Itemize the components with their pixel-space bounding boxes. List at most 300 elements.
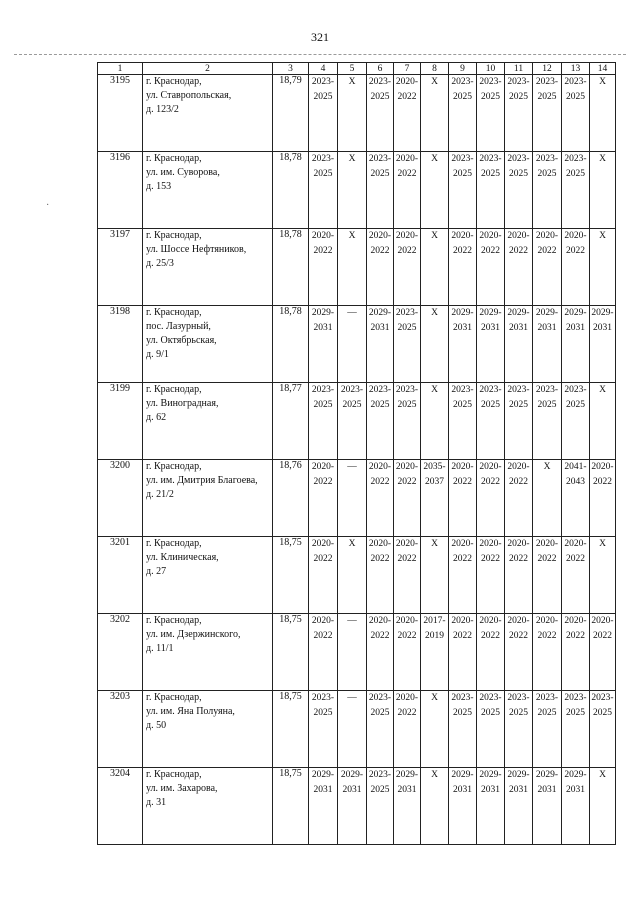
period-value: 2020-: [311, 462, 335, 472]
period-value: 2025: [370, 400, 390, 410]
period-value: 2022: [453, 631, 472, 641]
header-row: [98, 63, 616, 75]
address-line: г. Краснодар,: [146, 230, 202, 241]
period-cell: [449, 460, 477, 537]
period-cell: [533, 306, 562, 383]
period-value: 2022: [370, 477, 390, 487]
period-cell: [590, 768, 616, 845]
address-cell: [143, 537, 273, 614]
period-cell: [562, 614, 590, 691]
register-table: [97, 62, 616, 845]
period-cell: [562, 152, 590, 229]
period-cell: [367, 691, 394, 768]
period-cell: [533, 537, 562, 614]
period-value: X: [599, 154, 606, 164]
period-value: 2025: [537, 92, 557, 102]
period-cell: [562, 229, 590, 306]
period-value: X: [431, 77, 438, 87]
row-number-cell: 3202: [98, 614, 143, 691]
table-row: [98, 229, 616, 306]
period-value: 2020-: [395, 77, 419, 87]
page-number: 321: [311, 30, 329, 44]
period-value: X: [599, 77, 606, 87]
period-value: 2022: [397, 246, 417, 256]
period-value: 2031: [453, 785, 472, 795]
period-value: 2025: [397, 400, 417, 410]
top-rule: [14, 54, 626, 55]
period-value: 2025: [370, 708, 390, 718]
period-cell: [562, 768, 590, 845]
period-value: X: [431, 154, 438, 164]
period-cell: [505, 152, 533, 229]
period-cell: [533, 152, 562, 229]
period-value: 2023-: [451, 385, 474, 395]
table-row: [98, 537, 616, 614]
period-value: 2020-: [564, 616, 587, 626]
period-value: 2020-: [535, 616, 559, 626]
period-cell: [449, 75, 477, 152]
period-cell: [477, 460, 505, 537]
address-line: д. 11/1: [146, 643, 174, 654]
period-cell: [367, 614, 394, 691]
period-value: 2023-: [368, 77, 392, 87]
row-number-cell: 3200: [98, 460, 143, 537]
period-cell: [367, 383, 394, 460]
address-line: д. 123/2: [146, 104, 179, 115]
period-value: 2025: [481, 708, 500, 718]
period-cell: [562, 75, 590, 152]
address-line: пос. Лазурный,: [146, 321, 211, 332]
period-value: 2022: [509, 246, 528, 256]
period-value: 2020-: [395, 616, 419, 626]
period-cell: [590, 383, 616, 460]
period-value: 2029-: [507, 308, 530, 318]
period-cell: [562, 537, 590, 614]
period-value: X: [431, 770, 438, 780]
period-value: 2025: [481, 400, 500, 410]
period-value: 2029-: [479, 308, 502, 318]
period-value: 2022: [593, 631, 612, 641]
period-value: 2020-: [507, 616, 530, 626]
period-value: 2023-: [479, 154, 502, 164]
period-value: 2022: [397, 631, 417, 641]
period-value: 2023-: [451, 154, 474, 164]
period-value: 2025: [481, 92, 500, 102]
period-cell: [338, 537, 367, 614]
address-line: г. Краснодар,: [146, 307, 202, 318]
period-value: 2031: [342, 785, 362, 795]
period-value: 2022: [453, 246, 472, 256]
period-value: 2023-: [368, 693, 392, 703]
period-cell: [309, 537, 338, 614]
period-value: 2020-: [451, 231, 474, 241]
period-cell: [338, 152, 367, 229]
period-value: 2029-: [564, 308, 587, 318]
period-value: 2029-: [507, 770, 530, 780]
table-body: [98, 63, 616, 845]
header-cell: 5: [338, 63, 367, 75]
period-value: 2041-: [564, 462, 587, 472]
period-cell: [309, 383, 338, 460]
period-value: 2022: [313, 631, 333, 641]
period-value: 2031: [313, 323, 333, 333]
period-cell: [309, 614, 338, 691]
period-cell: [338, 614, 367, 691]
address-line: г. Краснодар,: [146, 153, 202, 164]
period-value: 2022: [313, 477, 333, 487]
period-value: 2022: [481, 554, 500, 564]
address-line: г. Краснодар,: [146, 461, 202, 472]
period-value: 2022: [397, 708, 417, 718]
period-value: 2023-: [507, 385, 530, 395]
period-value: 2025: [453, 169, 472, 179]
period-cell: [394, 691, 421, 768]
period-value: 2023-: [311, 77, 335, 87]
period-value: 2020-: [507, 539, 530, 549]
period-value: 2023-: [535, 693, 559, 703]
period-value: 2023-: [507, 77, 530, 87]
period-value: 2025: [370, 785, 390, 795]
period-value: 2020-: [564, 539, 587, 549]
period-cell: [421, 614, 449, 691]
period-cell: [533, 691, 562, 768]
period-cell: [309, 152, 338, 229]
period-value: 2023-: [368, 154, 392, 164]
period-value: 2022: [397, 92, 417, 102]
address-line: ул. Октябрьская,: [146, 335, 217, 346]
period-value: 2020-: [368, 231, 392, 241]
period-value: 2029-: [311, 308, 335, 318]
period-value: 2029-: [368, 308, 392, 318]
row-number-cell: 3197: [98, 229, 143, 306]
period-cell: [533, 768, 562, 845]
period-value: X: [431, 539, 438, 549]
table-row: [98, 306, 616, 383]
period-value: 2029-: [395, 770, 419, 780]
area-cell: 18,77: [273, 383, 309, 460]
header-cell: 1: [98, 63, 143, 75]
period-value: 2025: [453, 708, 472, 718]
period-cell: [338, 691, 367, 768]
period-value: 2025: [509, 169, 528, 179]
address-line: ул. им. Дзержинского,: [146, 629, 241, 640]
period-value: 2020-: [451, 539, 474, 549]
period-value: 2025: [509, 400, 528, 410]
period-value: 2020-: [395, 693, 419, 703]
period-value: —: [347, 616, 357, 626]
period-value: 2025: [313, 169, 333, 179]
table-row: [98, 383, 616, 460]
period-value: X: [599, 385, 606, 395]
period-cell: [590, 460, 616, 537]
period-value: 2022: [537, 246, 557, 256]
table-row: [98, 691, 616, 768]
period-value: 2022: [370, 631, 390, 641]
period-cell: [477, 691, 505, 768]
period-value: 2022: [537, 554, 557, 564]
area-cell: 18,78: [273, 152, 309, 229]
period-cell: [562, 691, 590, 768]
period-value: 2031: [481, 323, 500, 333]
period-cell: [505, 229, 533, 306]
period-cell: [394, 75, 421, 152]
period-cell: [590, 306, 616, 383]
period-cell: [562, 460, 590, 537]
period-value: 2031: [566, 785, 585, 795]
period-value: 2029-: [479, 770, 502, 780]
period-value: 2020-: [451, 462, 474, 472]
period-cell: [590, 75, 616, 152]
period-value: 2020-: [591, 462, 614, 472]
header-cell: 10: [477, 63, 505, 75]
period-cell: [394, 306, 421, 383]
period-cell: [477, 152, 505, 229]
period-value: 2029-: [564, 770, 587, 780]
period-cell: [421, 691, 449, 768]
period-value: 2025: [313, 400, 333, 410]
period-cell: [309, 229, 338, 306]
period-value: 2023-: [591, 693, 614, 703]
period-value: X: [599, 231, 606, 241]
header-cell: 7: [394, 63, 421, 75]
address-line: ул. Шоссе Нефтяников,: [146, 244, 247, 255]
period-value: 2043: [566, 477, 585, 487]
period-value: 2022: [481, 477, 500, 487]
address-cell: [143, 691, 273, 768]
period-value: 2023-: [479, 693, 502, 703]
period-cell: [449, 152, 477, 229]
period-value: 2025: [509, 92, 528, 102]
address-cell: [143, 229, 273, 306]
address-cell: [143, 768, 273, 845]
header-cell: 3: [273, 63, 309, 75]
period-cell: [367, 229, 394, 306]
period-value: 2023-: [368, 385, 392, 395]
period-value: 2022: [509, 631, 528, 641]
period-cell: [367, 75, 394, 152]
period-cell: [309, 460, 338, 537]
period-cell: [505, 537, 533, 614]
period-value: —: [347, 462, 357, 472]
row-number-cell: 3203: [98, 691, 143, 768]
table-row: [98, 768, 616, 845]
period-value: 2022: [481, 246, 500, 256]
row-number-cell: 3195: [98, 75, 143, 152]
address-line: ул. им. Суворова,: [146, 167, 220, 178]
period-value: 2031: [509, 323, 528, 333]
period-cell: [309, 768, 338, 845]
period-value: —: [347, 693, 357, 703]
period-cell: [449, 614, 477, 691]
period-value: 2022: [509, 554, 528, 564]
period-cell: [590, 152, 616, 229]
period-value: 2023-: [340, 385, 364, 395]
period-cell: [505, 383, 533, 460]
period-value: 2029-: [311, 770, 335, 780]
period-value: 2031: [313, 785, 333, 795]
period-cell: [590, 537, 616, 614]
period-value: 2025: [593, 708, 612, 718]
table-row: [98, 460, 616, 537]
period-cell: [533, 75, 562, 152]
header-cell: 12: [533, 63, 562, 75]
period-value: 2023-: [564, 77, 587, 87]
period-cell: [477, 614, 505, 691]
period-value: 2022: [593, 477, 612, 487]
period-cell: [590, 691, 616, 768]
period-cell: [394, 768, 421, 845]
period-value: 2020-: [535, 539, 559, 549]
address-line: г. Краснодар,: [146, 769, 202, 780]
period-cell: [421, 460, 449, 537]
period-value: 2023-: [479, 77, 502, 87]
period-cell: [533, 460, 562, 537]
period-value: 2025: [566, 708, 585, 718]
period-value: 2023-: [564, 154, 587, 164]
period-value: 2020-: [395, 154, 419, 164]
address-line: д. 9/1: [146, 349, 169, 360]
period-value: 2023-: [311, 154, 335, 164]
period-value: X: [348, 539, 356, 549]
address-line: ул. Ставропольская,: [146, 90, 232, 101]
period-value: 2029-: [591, 308, 614, 318]
period-cell: [505, 614, 533, 691]
period-cell: [338, 75, 367, 152]
period-value: 2023-: [451, 693, 474, 703]
period-cell: [477, 75, 505, 152]
period-cell: [421, 768, 449, 845]
period-cell: [590, 229, 616, 306]
period-cell: [421, 152, 449, 229]
period-cell: [309, 75, 338, 152]
period-value: X: [431, 308, 438, 318]
period-value: 2023-: [507, 693, 530, 703]
period-value: 2029-: [451, 770, 474, 780]
period-value: 2022: [566, 246, 585, 256]
period-value: 2031: [509, 785, 528, 795]
period-cell: [367, 768, 394, 845]
address-cell: [143, 614, 273, 691]
row-number-cell: 3204: [98, 768, 143, 845]
period-value: 2023-: [311, 385, 335, 395]
period-cell: [394, 614, 421, 691]
period-value: 2020-: [507, 462, 530, 472]
period-value: 2020-: [368, 462, 392, 472]
period-cell: [477, 229, 505, 306]
period-value: 2031: [537, 785, 557, 795]
period-value: 2020-: [311, 616, 335, 626]
period-value: 2023-: [395, 385, 419, 395]
period-value: 2020-: [591, 616, 614, 626]
period-value: 2020-: [479, 616, 502, 626]
address-line: г. Краснодар,: [146, 76, 202, 87]
period-value: 2020-: [479, 231, 502, 241]
period-cell: [421, 75, 449, 152]
address-line: ул. им. Яна Полуяна,: [146, 706, 235, 717]
period-value: 2031: [481, 785, 500, 795]
period-value: —: [347, 308, 357, 318]
period-value: 2022: [566, 554, 585, 564]
period-value: 2023-: [564, 693, 587, 703]
period-cell: [590, 614, 616, 691]
period-cell: [394, 460, 421, 537]
header-cell: 2: [143, 63, 273, 75]
period-value: 2023-: [395, 308, 419, 318]
row-number-cell: 3198: [98, 306, 143, 383]
area-cell: 18,75: [273, 768, 309, 845]
period-value: 2022: [397, 554, 417, 564]
period-value: 2022: [313, 246, 333, 256]
address-line: ул. Клиническая,: [146, 552, 219, 563]
period-value: 2022: [537, 631, 557, 641]
period-cell: [449, 768, 477, 845]
period-value: 2020-: [395, 462, 419, 472]
address-line: д. 27: [146, 566, 167, 577]
period-value: 2025: [566, 400, 585, 410]
period-value: 2029-: [535, 770, 559, 780]
period-value: 2037: [425, 477, 444, 487]
period-cell: [338, 460, 367, 537]
period-value: 2019: [425, 631, 444, 641]
period-cell: [562, 306, 590, 383]
period-cell: [505, 306, 533, 383]
header-cell: 6: [367, 63, 394, 75]
period-value: X: [348, 77, 356, 87]
period-cell: [449, 306, 477, 383]
period-value: 2025: [481, 169, 500, 179]
period-value: 2023-: [535, 385, 559, 395]
table-row: [98, 614, 616, 691]
period-cell: [309, 691, 338, 768]
period-cell: [477, 768, 505, 845]
header-cell: 13: [562, 63, 590, 75]
period-value: 2022: [370, 246, 390, 256]
period-value: 2022: [566, 631, 585, 641]
period-value: 2031: [370, 323, 390, 333]
period-value: 2025: [313, 92, 333, 102]
period-value: 2023-: [311, 693, 335, 703]
period-value: X: [431, 385, 438, 395]
header-cell: 11: [505, 63, 533, 75]
period-cell: [394, 537, 421, 614]
address-line: д. 21/2: [146, 489, 174, 500]
area-cell: 18,75: [273, 537, 309, 614]
period-cell: [338, 383, 367, 460]
period-cell: [533, 614, 562, 691]
period-cell: [367, 306, 394, 383]
period-cell: [505, 691, 533, 768]
period-value: 2020-: [368, 616, 392, 626]
period-value: 2023-: [507, 154, 530, 164]
period-value: 2023-: [564, 385, 587, 395]
period-value: 2020-: [395, 539, 419, 549]
period-cell: [449, 383, 477, 460]
period-value: 2025: [313, 708, 333, 718]
period-value: X: [431, 231, 438, 241]
row-number-cell: 3201: [98, 537, 143, 614]
address-line: д. 25/3: [146, 258, 174, 269]
period-value: 2025: [566, 169, 585, 179]
period-value: 2020-: [368, 539, 392, 549]
period-value: 2025: [537, 708, 557, 718]
address-cell: [143, 460, 273, 537]
period-value: 2031: [397, 785, 417, 795]
period-value: 2025: [370, 92, 390, 102]
period-value: 2020-: [479, 462, 502, 472]
address-line: г. Краснодар,: [146, 538, 202, 549]
address-line: г. Краснодар,: [146, 692, 202, 703]
period-value: 2025: [537, 400, 557, 410]
